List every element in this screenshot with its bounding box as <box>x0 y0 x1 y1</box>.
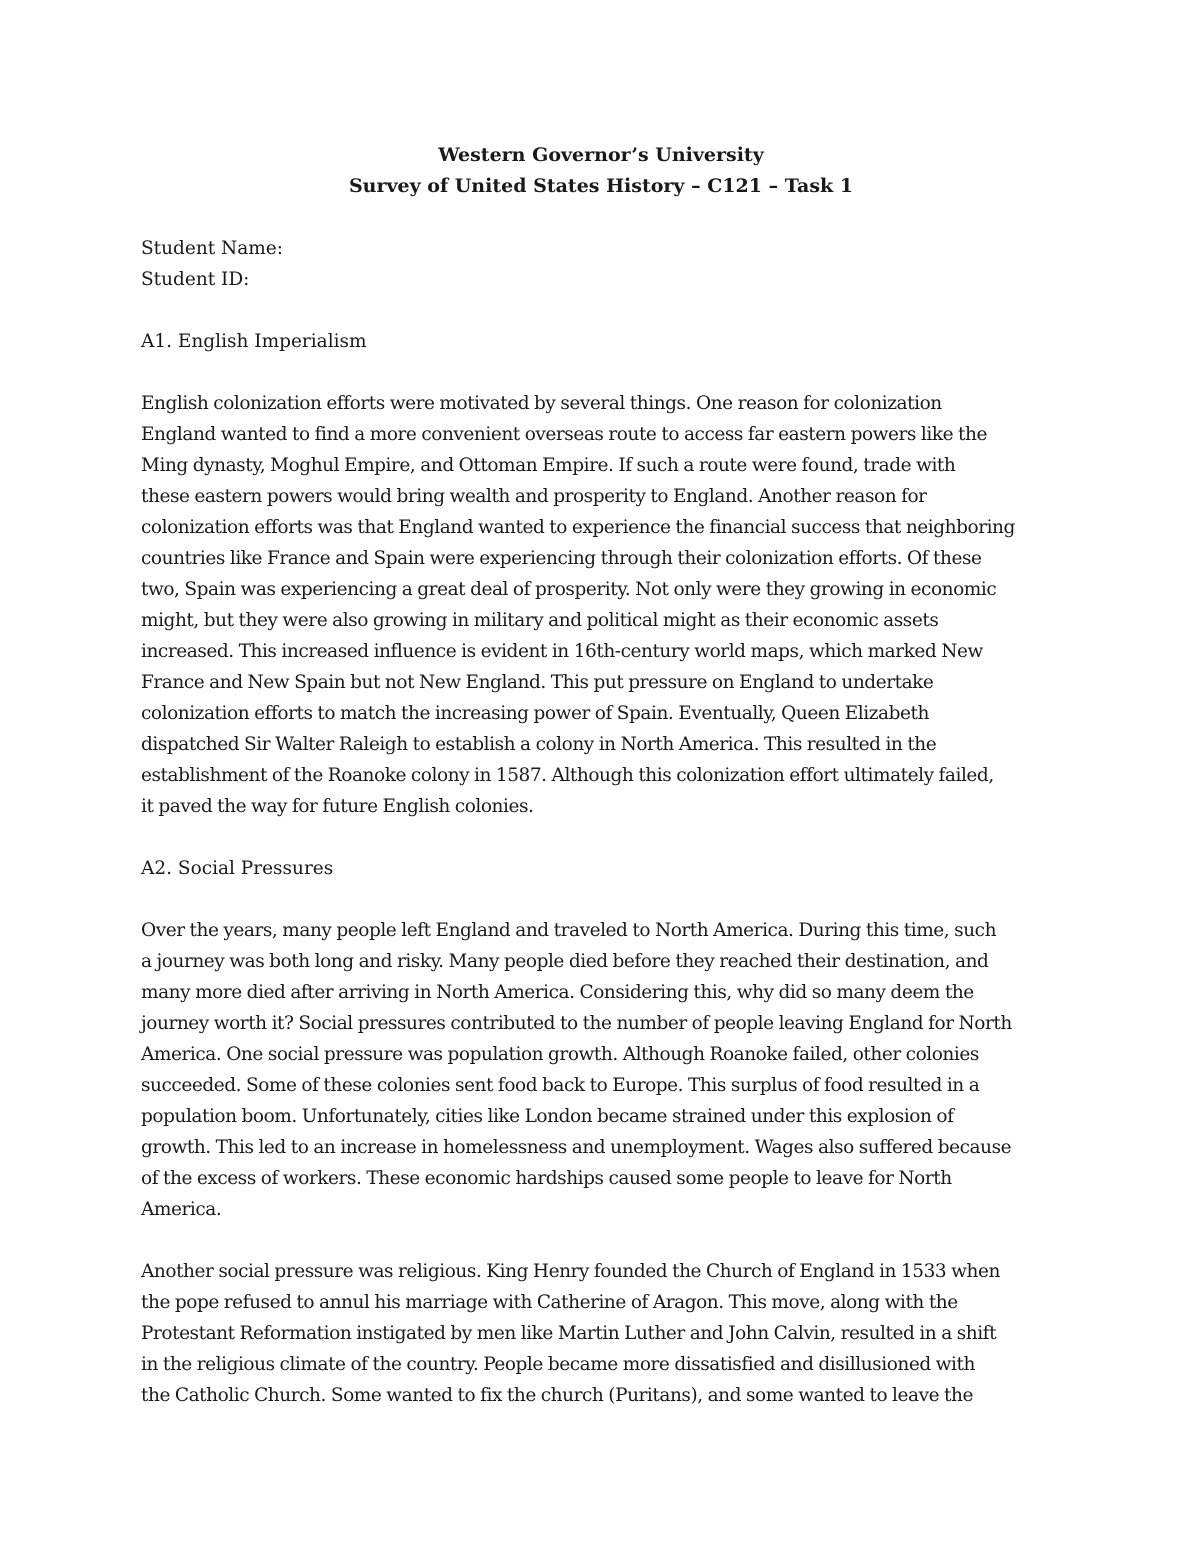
text-line: it paved the way for future English colonies. <box>141 796 534 817</box>
spacer <box>141 822 1061 853</box>
section-heading-a1: A1. English Imperialism <box>141 331 367 352</box>
text-line: countries like France and Spain were experiencing through their colonization efforts. Of these <box>141 548 982 569</box>
section-heading-a2: A2. Social Pressures <box>141 858 334 879</box>
text-line: of the excess of workers. These economic hardships caused some people to leave for North <box>141 1168 952 1189</box>
text-line: France and New Spain but not New England. This put pressure on England to undertake <box>141 672 934 693</box>
text-line: might, but they were also growing in military and political might as their economic assets <box>141 610 939 631</box>
text-line: Another social pressure was religious. King Henry founded the Church of England in 1533 when <box>141 1261 1000 1282</box>
text-line: colonization efforts to match the increasing power of Spain. Eventually, Queen Elizabeth <box>141 703 929 724</box>
text-line: succeeded. Some of these colonies sent food back to Europe. This surplus of food resulted in a <box>141 1075 980 1096</box>
paragraph-a2-1 <box>141 915 1061 1225</box>
text-line: England wanted to find a more convenient overseas route to access far eastern powers like the <box>141 424 987 445</box>
text-line: America. <box>141 1199 222 1220</box>
text-line: these eastern powers would bring wealth and prosperity to England. Another reason for <box>141 486 927 507</box>
spacer <box>141 884 1061 915</box>
text-line: many more died after arriving in North America. Considering this, why did so many deem the <box>141 982 974 1003</box>
student-name-label: Student Name: <box>141 238 283 259</box>
text-line: increased. This increased influence is evident in 16th-century world maps, which marked New <box>141 641 983 662</box>
text-line: Over the years, many people left England and traveled to North America. During this time, such <box>141 920 997 941</box>
spacer <box>141 1225 1061 1256</box>
spacer <box>141 295 1061 326</box>
text-line: a journey was both long and risky. Many people died before they reached their destination, and <box>141 951 989 972</box>
text-line: the pope refused to annul his marriage with Catherine of Aragon. This move, along with the <box>141 1292 958 1313</box>
text-line: colonization efforts was that England wanted to experience the financial success that neighboring <box>141 517 1015 538</box>
paragraph-a2-2 <box>141 1256 1061 1411</box>
spacer <box>141 202 1061 233</box>
course-title: Survey of United States History – C121 – Task 1 <box>348 175 854 197</box>
text-line: America. One social pressure was population growth. Although Roanoke failed, other colonies <box>141 1044 979 1065</box>
text-line: Protestant Reformation instigated by men like Martin Luther and John Calvin, resulted in a shift <box>141 1323 997 1344</box>
text-line: establishment of the Roanoke colony in 1587. Although this colonization effort ultimately failed, <box>141 765 994 786</box>
institution-title: Western Governor’s University <box>438 144 764 166</box>
text-line: the Catholic Church. Some wanted to fix the church (Puritans), and some wanted to leave the <box>141 1385 973 1406</box>
text-line: English colonization efforts were motivated by several things. One reason for colonization <box>141 393 942 414</box>
text-line: dispatched Sir Walter Raleigh to establish a colony in North America. This resulted in the <box>141 734 937 755</box>
text-line: journey worth it? Social pressures contributed to the number of people leaving England for North <box>141 1013 1012 1034</box>
student-info <box>141 233 1061 295</box>
text-line: in the religious climate of the country. People became more dissatisfied and disillusioned with <box>141 1354 975 1375</box>
document-page <box>141 140 1061 1411</box>
text-line: Ming dynasty, Moghul Empire, and Ottoman Empire. If such a route were found, trade with <box>141 455 956 476</box>
paragraph-a1-1 <box>141 388 1061 822</box>
student-id-label: Student ID: <box>141 269 250 290</box>
spacer <box>141 357 1061 388</box>
text-line: two, Spain was experiencing a great deal of prosperity. Not only were they growing in economic <box>141 579 997 600</box>
text-line: growth. This led to an increase in homelessness and unemployment. Wages also suffered because <box>141 1137 1012 1158</box>
text-line: population boom. Unfortunately, cities like London became strained under this explosion of <box>141 1106 954 1127</box>
